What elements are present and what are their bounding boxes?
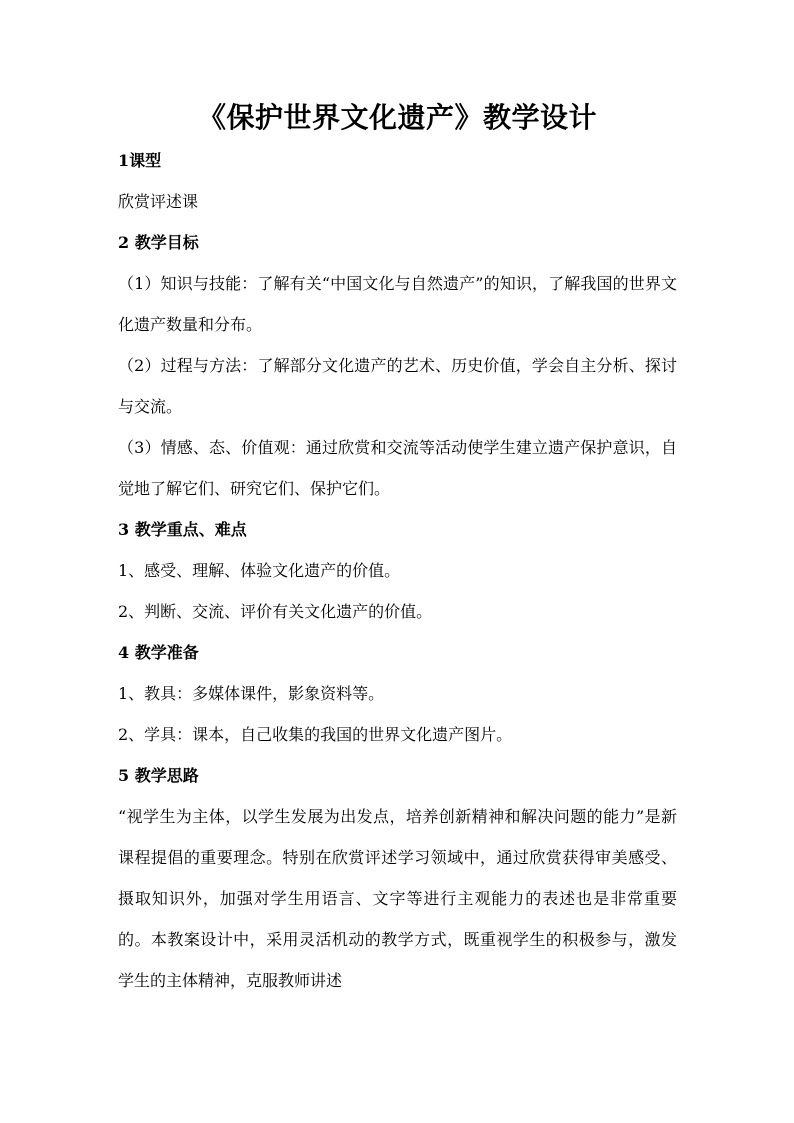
paragraph: “视学生为主体，以学生发展为出发点，培养创新精神和解决问题的能力”是新课程提倡的重要理念。特别在欣赏评述学习领域中，通过欣赏获得审美感受、摄取知识外，加强对学生用语言、文字等进行主观能力的表述也是非常重要的。本教案设计中，采用灵活机动的教学方式，既重视学生的积极参与，激发学生的主体精神，克服教师讲述 xyxy=(118,807,677,990)
paragraph: （3）情感、态、价值观：通过欣赏和交流等活动使学生建立遗产保护意识，自觉地了解它们、研究它们、保护它们。 xyxy=(118,438,677,498)
paragraph: 欣赏评述课 xyxy=(118,192,199,211)
section-lesson-type xyxy=(118,140,677,222)
document-title: 《保护世界文化遗产》教学设计 xyxy=(197,101,597,134)
section-heading: 3 教学重点、难点 xyxy=(118,520,247,539)
section-heading: 5 教学思路 xyxy=(118,766,199,785)
section-heading: 2 教学目标 xyxy=(118,233,199,252)
section-preparation xyxy=(118,632,677,755)
section-heading: 4 教学准备 xyxy=(118,643,199,662)
paragraph: （1）知识与技能：了解有关“中国文化与自然遗产”的知识，了解我国的世界文化遗产数量和分布。 xyxy=(118,274,677,334)
section-key-points xyxy=(118,509,677,632)
section-heading: 1课型 xyxy=(118,151,162,170)
section-teaching-goals xyxy=(118,222,677,509)
section-teaching-approach xyxy=(118,755,677,1001)
paragraph: 2、学具：课本，自己收集的我国的世界文化遗产图片。 xyxy=(118,725,513,744)
paragraph: 2、判断、交流、评价有关文化遗产的价值。 xyxy=(118,602,433,621)
paragraph: （2）过程与方法：了解部分文化遗产的艺术、历史价值，学会自主分析、探讨与交流。 xyxy=(118,356,677,416)
paragraph: 1、感受、理解、体验文化遗产的价值。 xyxy=(118,561,401,580)
paragraph: 1、教具：多媒体课件，影象资料等。 xyxy=(118,684,385,703)
